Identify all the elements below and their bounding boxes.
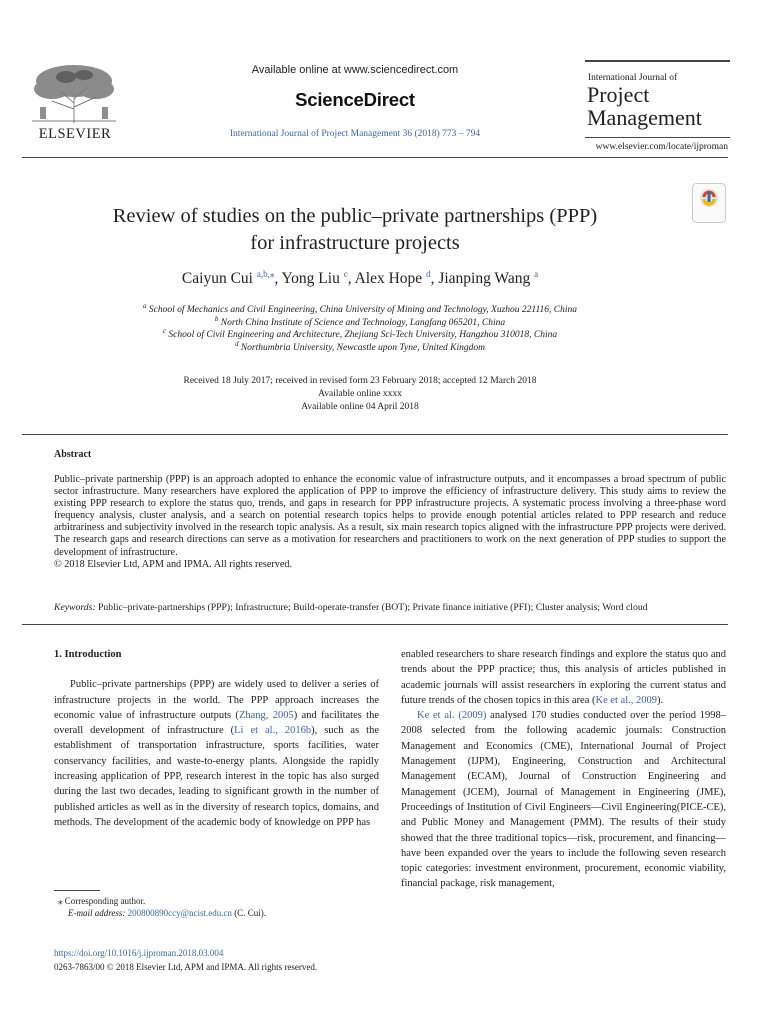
body-top-divider	[22, 624, 728, 625]
author-separator: ,	[430, 270, 439, 287]
available-online-date-placeholder: Available online xxxx	[318, 389, 402, 399]
available-online-notice: Available online at www.sciencedirect.com	[251, 64, 459, 76]
paragraph-text: ).	[657, 694, 664, 706]
abstract-copyright: © 2018 Elsevier Ltd, APM and IPMA. All rights reserved.	[54, 558, 293, 570]
journal-box-title-line1: Project	[587, 82, 650, 107]
author-name[interactable]: Yong Liu	[281, 270, 340, 287]
citation-link[interactable]: Ke et al., 2009	[595, 694, 658, 706]
email-suffix: (C. Cui).	[231, 908, 266, 918]
affiliation-text: Northumbria University, Newcastle upon Tyne, United Kingdom	[240, 343, 486, 353]
email-label: E-mail address:	[68, 908, 126, 918]
author-name[interactable]: Alex Hope	[354, 270, 423, 287]
header-divider	[22, 157, 728, 158]
affiliation-mark: d	[234, 339, 239, 348]
affiliation-mark: b	[214, 314, 219, 323]
author-affiliation-mark[interactable]: a	[534, 268, 539, 279]
abstract-top-divider	[22, 434, 728, 435]
received-dates: Received 18 July 2017; received in revised form 23 February 2018; accepted 12 March 2018	[183, 376, 537, 386]
check-for-updates-badge[interactable]	[692, 183, 726, 223]
copyright-line: 0263-7863/00 © 2018 Elsevier Ltd, APM and IPMA. All rights reserved.	[54, 962, 318, 972]
author-name[interactable]: Caiyun Cui	[181, 270, 253, 287]
affiliation-b	[60, 314, 660, 328]
affiliation-text: School of Mechanics and Civil Engineering, China University of Mining and Technology, Xuzhou 221116, China	[148, 305, 577, 315]
citation-link[interactable]: Zhang, 2005	[238, 709, 294, 721]
affiliation-d	[60, 339, 660, 353]
paragraph-text: ) and facilitates the overall development of infrastructure (	[54, 709, 380, 737]
journal-box-subtitle: International Journal of	[588, 73, 678, 83]
author-name[interactable]: Jianping Wang	[438, 270, 531, 287]
sciencedirect-brand[interactable]: ScienceDirect	[295, 89, 415, 110]
keywords-list: Public–private-partnerships (PPP); Infrastructure; Build-operate-transfer (BOT); Private finance initiative (PFI); Cluster analysis; Word cloud	[95, 602, 648, 613]
footnote-divider	[54, 890, 100, 891]
author-affiliation-mark[interactable]: d	[426, 268, 431, 279]
keywords-line	[54, 602, 726, 613]
elsevier-wordmark: ELSEVIER	[38, 126, 112, 142]
email-link[interactable]: 200800890ccy@ncist.edu.cn	[127, 908, 232, 918]
citation-link[interactable]: Ke et al. (2009)	[417, 710, 487, 722]
affiliation-text: North China Institute of Science and Technology, Langfang 065201, China	[220, 318, 506, 328]
citation-link[interactable]: Li et al., 2016b	[234, 725, 312, 737]
abstract-body	[54, 474, 726, 571]
affiliation-c	[60, 326, 660, 340]
author-affiliation-mark[interactable]: a,b,⁎	[256, 268, 275, 279]
paragraph-text: Public–private partnerships (PPP) are widely used to deliver a series of infrastructure projects in the world. The PPP approach increases the economic value of infrastructure outputs (	[54, 679, 379, 721]
journal-url[interactable]: www.elsevier.com/locate/ijproman	[595, 142, 728, 152]
author-separator: ,	[274, 270, 282, 287]
author-separator: ,	[347, 270, 355, 287]
author-list	[60, 270, 660, 288]
affiliation-text: School of Civil Engineering and Architecture, Zhejiang Sci-Tech University, Hangzhou 310018, China	[168, 330, 558, 340]
intro-paragraph-2	[401, 708, 726, 892]
email-footnote	[68, 908, 266, 918]
affiliation-mark: c	[162, 326, 166, 335]
corresponding-author-note: ⁎ Corresponding author.	[58, 896, 146, 906]
body-left-column	[54, 647, 379, 830]
paragraph-text: enabled researchers to share research findings and explore the status quo and trends about the PPP practice; thus, this analysis of articles published in academic journals will assist researchers in exploring the current status and future trends of the chosen topics in this area (	[401, 649, 726, 706]
paragraph-text: ), such as the establishment of transportation infrastructure, sports facilities, water conservancy facilities, and waste-to-energy plants. Alongside the rapidly increasing application of PPP, research interest in the topic has also surged during the last two decades, leading to significant growth in the number of published articles as well as in the diversity of research topics, domains, and methods. The development of the academic body of knowledge on PPP has	[54, 725, 379, 828]
abstract-heading: Abstract	[54, 449, 92, 460]
paragraph-text: analysed 170 studies conducted over the period 1998–2008 selected from the following academic journals: Construction Management and Economics (CME), International Journal of Project Management (IJPM), Engineering, Construction and Architectural Management (ECAM), Journal of Construction Engineering and Management (JCEM), Journal of Management in Engineering (JME), Proceedings of Institution of Civil Engineers—Civil Engineering(PICE-CE), and Public Money and Management (PMM). The results of their study showed that the three traditional topics—risk, procurement, and financing—have been expanded over the years to include the following seven research topic categories: investment environment, procurement, economic viability, financial package, risk management,	[401, 710, 726, 890]
available-online-date: Available online 04 April 2018	[301, 402, 419, 412]
article-title-line2: for infrastructure projects	[250, 232, 460, 254]
keywords-label: Keywords:	[54, 602, 96, 613]
journal-citation-link[interactable]: International Journal of Project Management 36 (2018) 773 – 794	[229, 129, 481, 139]
intro-paragraph-1	[54, 677, 379, 830]
affiliation-mark: a	[143, 301, 147, 310]
section-heading-introduction: 1. Introduction	[54, 649, 122, 660]
abstract-text: Public–private partnership (PPP) is an approach adopted to enhance the economic value of infrastructure outputs, and it encompasses a broad spectrum of public sector infrastructure. Many researchers have explored the application of PPP to improve the efficiency of infrastructure delivery. This study aims to review the existing PPP research to explore the status quo, trends, and gaps in research for PPP infrastructure projects. A systematic process involving a three-phase word frequency analysis, cluster analysis, and a search on potential research topics helps to provide enough potential articles related to PPP research and reduce arbitrariness and subjectivity involved in the research topic analysis. As a result, six main research topics aligned with the infrastructure PPP projects were derived. The research gaps and research directions can serve as a motivation for researchers and practitioners to work on the next generation of PPP studies to support the development of infrastructure.	[54, 474, 726, 558]
author-affiliation-mark[interactable]: c	[343, 268, 348, 279]
body-right-column	[401, 647, 726, 892]
article-title-line1: Review of studies on the public–private partnerships (PPP)	[112, 205, 598, 227]
affiliation-a	[60, 301, 660, 315]
intro-paragraph-1-continued	[401, 647, 726, 708]
doi-link[interactable]: https://doi.org/10.1016/j.ijproman.2018.03.004	[54, 948, 224, 958]
journal-box-title-line2: Management	[587, 105, 702, 130]
